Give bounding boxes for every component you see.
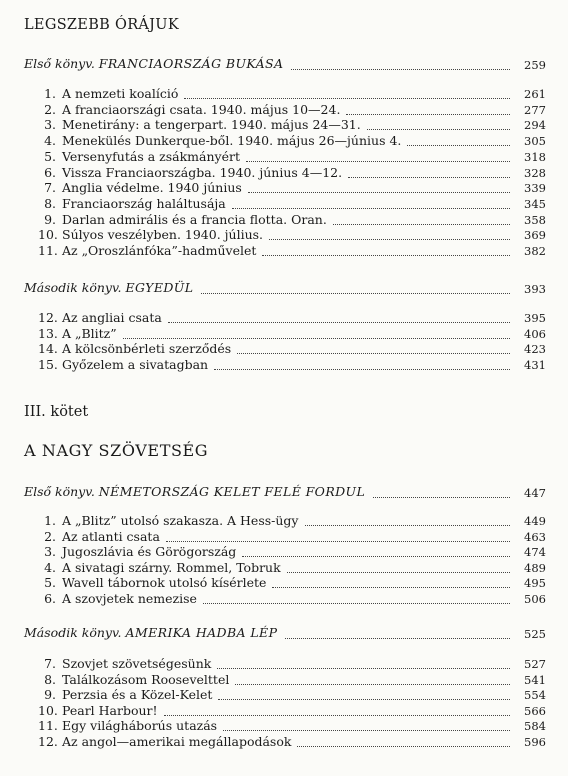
- item-title: Versenyfutás a zsákmányért: [62, 148, 240, 164]
- item-number: 15.: [38, 356, 58, 372]
- page-number: 566: [524, 703, 546, 718]
- page-number: 406: [524, 326, 546, 341]
- item-number: 11.: [38, 718, 58, 734]
- item-number: 10.: [38, 702, 58, 718]
- item-number: 8.: [44, 195, 56, 211]
- leader-dots: [184, 98, 510, 99]
- list-item: [38, 86, 178, 101]
- page-number: 447: [524, 486, 546, 500]
- section-title: A NAGY SZÖVETSÉG: [24, 441, 209, 460]
- book-label: Második könyv.: [24, 280, 126, 295]
- book-heading: [24, 625, 277, 640]
- leader-dots: [235, 684, 510, 685]
- page-number: 489: [524, 560, 546, 575]
- item-title: Győzelem a sivatagban: [62, 356, 209, 372]
- page-number: 527: [524, 657, 546, 671]
- page-number: 339: [524, 181, 546, 196]
- item-title: A „Blitz” utolsó szakasza. A Hess-ügy: [62, 513, 299, 528]
- page-number: 395: [524, 311, 546, 325]
- item-number: 2.: [44, 101, 56, 117]
- item-number: 5.: [44, 148, 56, 164]
- page-number: 369: [524, 228, 546, 243]
- list-item: [38, 196, 226, 211]
- list-item: [38, 227, 263, 242]
- list-item: [38, 656, 211, 671]
- list-item: [38, 544, 236, 559]
- item-title: A szovjetek nemezise: [62, 590, 197, 606]
- item-number: 12.: [38, 310, 58, 325]
- list-item: [38, 687, 212, 702]
- item-title: Az angliai csata: [62, 310, 162, 325]
- leader-dots: [285, 638, 510, 639]
- item-number: 14.: [38, 341, 58, 357]
- list-item: [38, 718, 217, 733]
- item-number: 9.: [44, 687, 56, 703]
- list-item: [38, 529, 160, 544]
- book-heading: [24, 280, 193, 295]
- list-item: [38, 133, 401, 148]
- item-number: 4.: [44, 559, 56, 575]
- list-item: [38, 672, 229, 687]
- list-item: [38, 513, 299, 528]
- item-number: 7.: [44, 656, 56, 671]
- page-number: 261: [524, 87, 546, 101]
- page-number: 318: [524, 149, 546, 164]
- book-title: EGYEDÜL: [125, 280, 194, 295]
- leader-dots: [214, 369, 510, 370]
- page-number: 463: [524, 529, 546, 544]
- item-number: 6.: [44, 164, 56, 180]
- leader-dots: [201, 293, 510, 294]
- item-title: A franciaországi csata. 1940. május 10—24.: [62, 101, 341, 117]
- leader-dots: [217, 668, 510, 669]
- leader-dots: [348, 177, 510, 178]
- item-title: Szovjet szövetségesünk: [62, 656, 212, 671]
- item-number: 7.: [44, 180, 56, 196]
- leader-dots: [237, 353, 510, 354]
- item-number: 8.: [44, 671, 56, 687]
- leader-dots: [218, 699, 510, 700]
- item-number: 5.: [44, 575, 56, 590]
- item-number: 1.: [44, 513, 56, 528]
- item-title: Franciaország haláltusája: [62, 195, 226, 211]
- item-number: 3.: [44, 117, 56, 133]
- item-title: Darlan admirális és a francia flotta. Oran.: [62, 211, 327, 227]
- page-number: 277: [524, 102, 546, 117]
- list-item: [38, 703, 158, 718]
- page-number: 345: [524, 196, 546, 211]
- item-title: Anglia védelme. 1940 június: [62, 180, 242, 196]
- leader-dots: [223, 730, 510, 731]
- item-number: 4.: [44, 133, 56, 149]
- item-title: Jugoszlávia és Görögország: [62, 544, 237, 559]
- leader-dots: [232, 208, 510, 209]
- list-item: [38, 734, 291, 749]
- item-number: 13.: [38, 325, 58, 341]
- item-number: 10.: [38, 227, 58, 243]
- list-item: [38, 102, 340, 117]
- book-title: FRANCIAORSZÁG BUKÁSA: [98, 56, 284, 71]
- book-heading: [24, 484, 365, 499]
- page-number: 474: [524, 545, 546, 559]
- item-title: A sivatagi szárny. Rommel, Tobruk: [62, 559, 281, 575]
- leader-dots: [333, 224, 510, 225]
- leader-dots: [242, 556, 510, 557]
- item-number: 12.: [38, 734, 58, 749]
- leader-dots: [246, 161, 510, 162]
- list-item: [38, 149, 240, 164]
- item-number: 11.: [38, 243, 58, 258]
- list-item: [38, 591, 197, 606]
- page-number: 449: [524, 514, 546, 528]
- page-number: 596: [524, 735, 546, 749]
- leader-dots: [297, 746, 510, 747]
- item-number: 6.: [44, 590, 56, 606]
- page-number: 328: [524, 165, 546, 180]
- leader-dots: [203, 603, 510, 604]
- leader-dots: [346, 114, 510, 115]
- list-item: [38, 165, 342, 180]
- item-title: Wavell tábornok utolsó kísérlete: [62, 575, 267, 590]
- item-title: Súlyos veszélyben. 1940. július.: [62, 227, 264, 243]
- leader-dots: [269, 239, 510, 240]
- leader-dots: [305, 525, 511, 526]
- item-title: Menekülés Dunkerque-ből. 1940. május 26—június 4.: [62, 133, 402, 149]
- book-label: Első könyv.: [24, 56, 99, 71]
- book-label: Első könyv.: [24, 484, 99, 499]
- page-number: 305: [524, 134, 546, 149]
- item-title: A kölcsönbérleti szerződés: [62, 341, 232, 357]
- item-number: 9.: [44, 211, 56, 227]
- page-number: 495: [524, 576, 546, 590]
- item-title: Egy világháborús utazás: [62, 718, 218, 734]
- leader-dots: [272, 587, 510, 588]
- list-item: [38, 326, 117, 341]
- page-number: 541: [524, 672, 546, 687]
- item-title: Pearl Harbour!: [62, 702, 158, 718]
- list-item: [38, 310, 162, 325]
- item-title: Perzsia és a Közel-Kelet: [62, 687, 213, 703]
- page-number: 382: [524, 244, 546, 258]
- leader-dots: [166, 541, 510, 542]
- leader-dots: [248, 192, 510, 193]
- item-number: 2.: [44, 528, 56, 544]
- item-title: Vissza Franciaországba. 1940. június 4—12.: [62, 164, 343, 180]
- book-heading: [24, 56, 283, 71]
- item-title: A „Blitz”: [62, 325, 117, 341]
- item-number: 3.: [44, 544, 56, 559]
- list-item: [38, 243, 256, 258]
- page-number: 423: [524, 342, 546, 357]
- leader-dots: [291, 69, 510, 70]
- list-item: [38, 560, 281, 575]
- list-item: [38, 357, 208, 372]
- section-title: LEGSZEBB ÓRÁJUK: [24, 17, 179, 33]
- page-number: 358: [524, 212, 546, 227]
- book-label: Második könyv.: [24, 625, 126, 640]
- page-number: 393: [524, 282, 546, 296]
- page-number: 431: [524, 357, 546, 372]
- page-number: 259: [524, 58, 546, 72]
- item-title: Az atlanti csata: [62, 528, 160, 544]
- leader-dots: [373, 497, 510, 498]
- item-title: Találkozásom Roosevelttel: [62, 671, 230, 687]
- book-title: NÉMETORSZÁG KELET FELÉ FORDUL: [98, 484, 366, 499]
- item-title: Menetirány: a tengerpart. 1940. május 24—31.: [62, 117, 361, 133]
- leader-dots: [407, 145, 510, 146]
- leader-dots: [164, 715, 510, 716]
- item-title: Az „Oroszlánfóka”-hadművelet: [62, 243, 257, 258]
- leader-dots: [123, 338, 510, 339]
- leader-dots: [262, 255, 510, 256]
- list-item: [38, 212, 327, 227]
- item-title: Az angol—amerikai megállapodások: [62, 734, 292, 749]
- book-title: AMERIKA HADBA LÉP: [125, 625, 278, 640]
- volume-label: III. kötet: [24, 404, 89, 420]
- page-number: 584: [524, 719, 546, 734]
- leader-dots: [168, 322, 510, 323]
- item-title: A nemzeti koalíció: [62, 86, 179, 101]
- list-item: [38, 117, 361, 132]
- list-item: [38, 180, 242, 195]
- page-number: 294: [524, 118, 546, 133]
- item-number: 1.: [44, 86, 56, 101]
- leader-dots: [287, 572, 510, 573]
- page-number: 525: [524, 627, 546, 641]
- list-item: [38, 575, 266, 590]
- page-number: 554: [524, 688, 546, 703]
- list-item: [38, 341, 231, 356]
- leader-dots: [367, 129, 510, 130]
- page-number: 506: [524, 591, 546, 606]
